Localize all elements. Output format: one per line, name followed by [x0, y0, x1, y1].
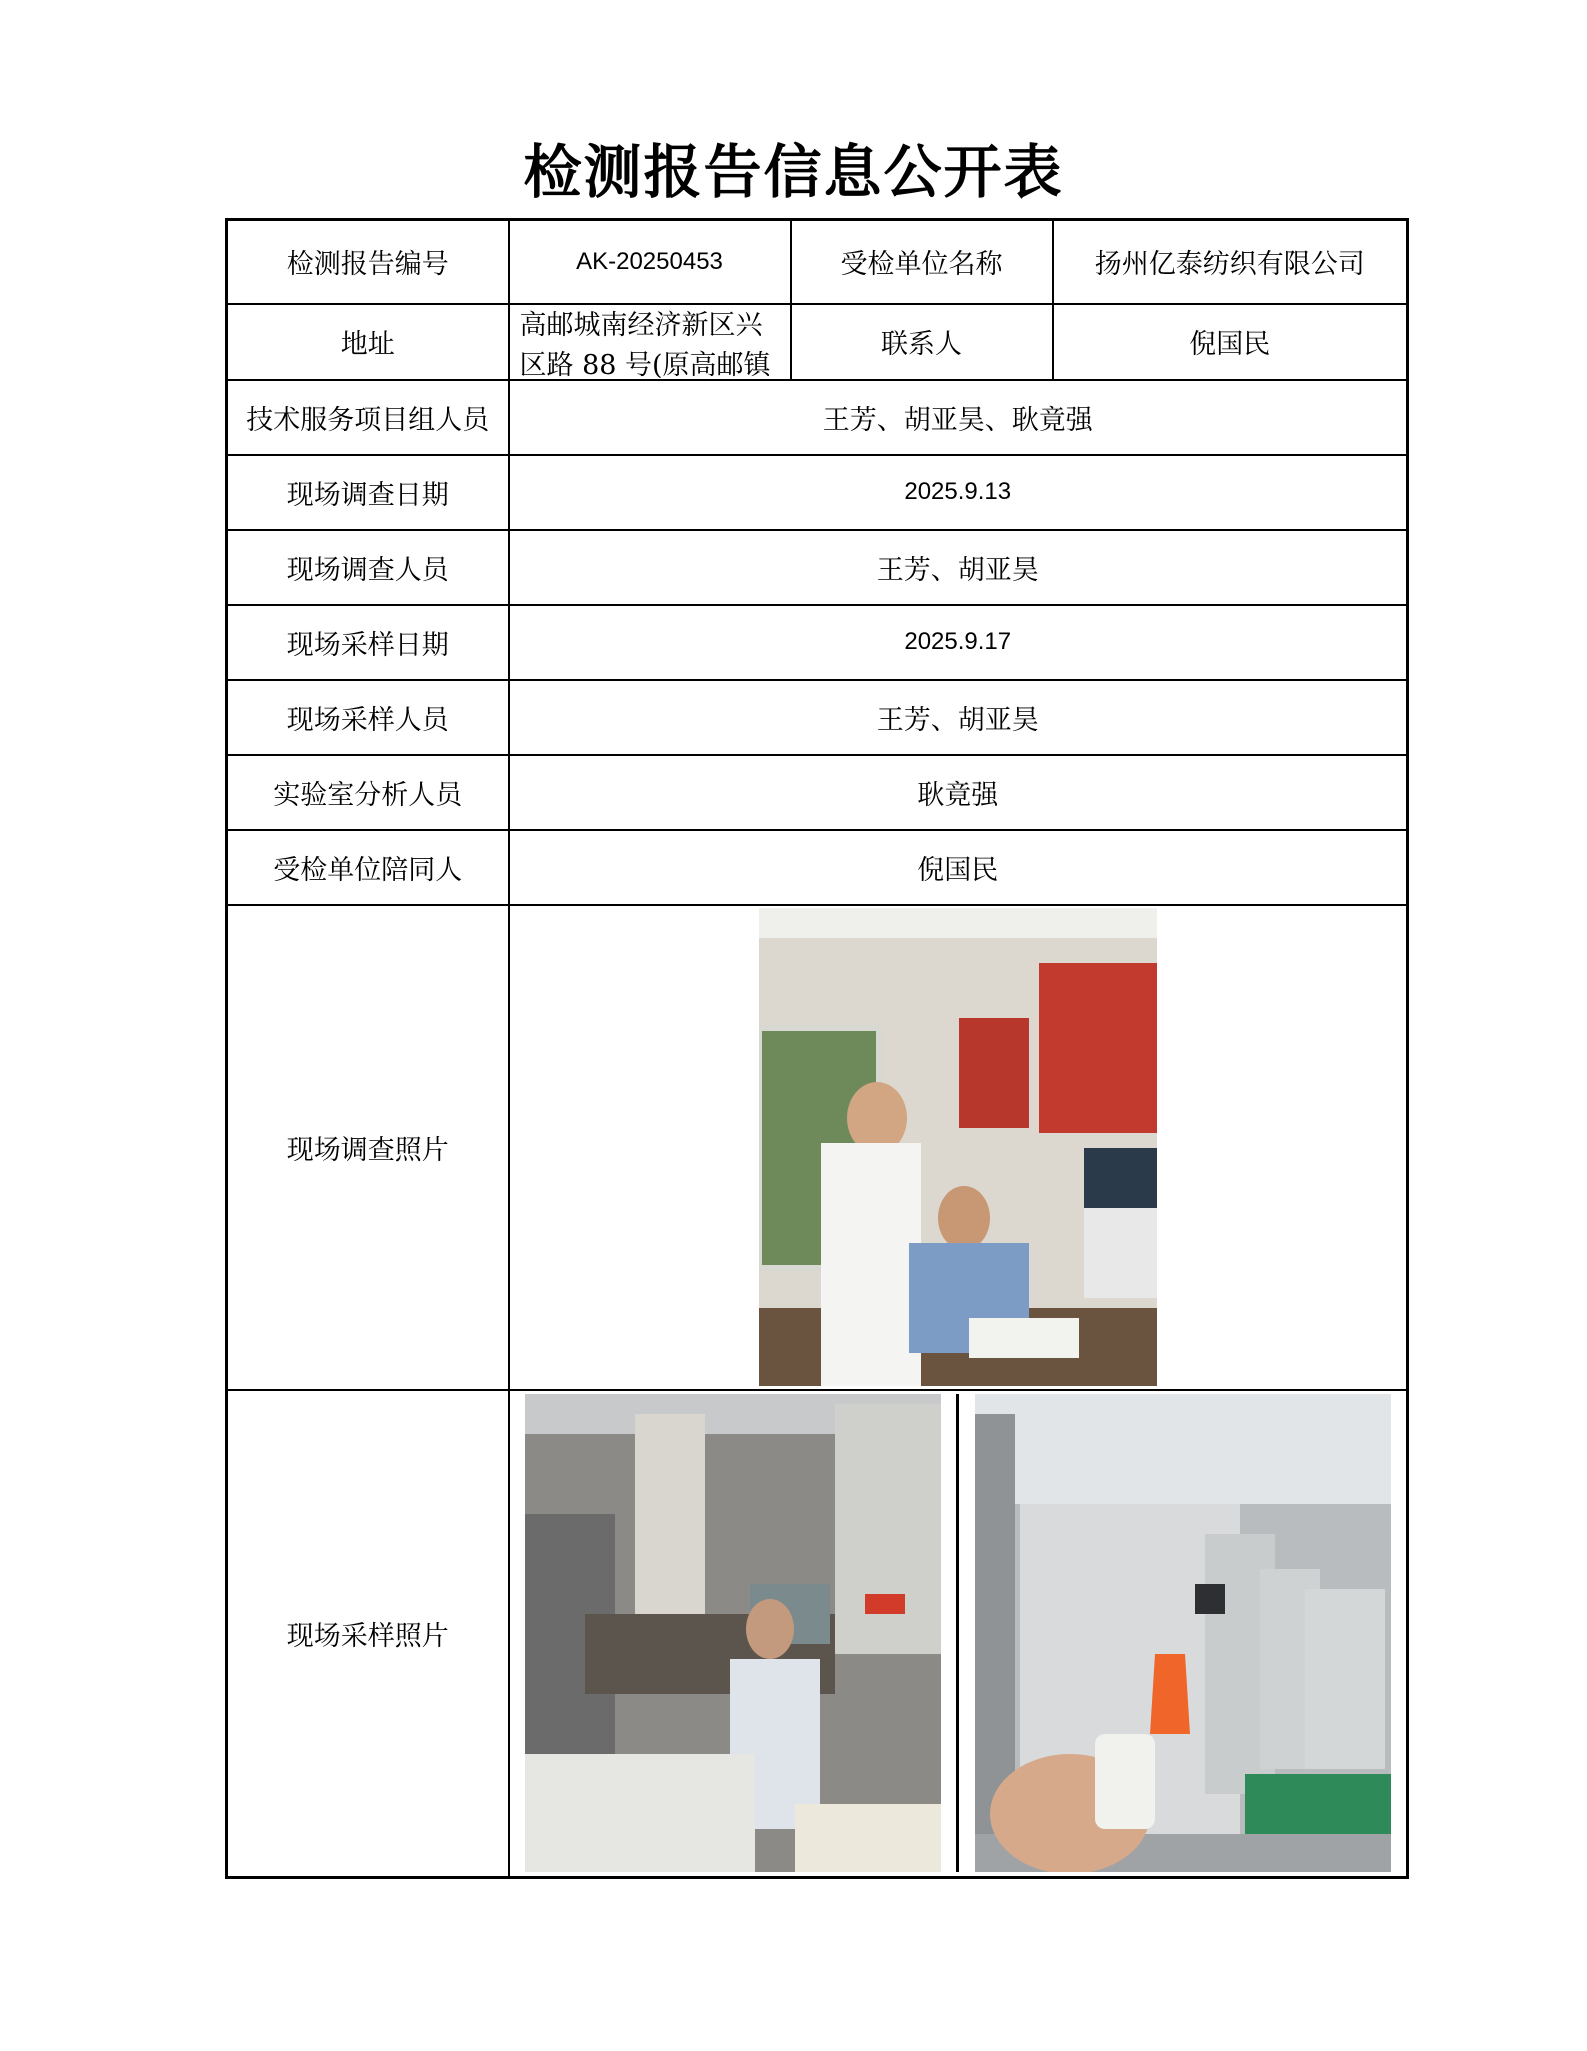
survey-photo-image [759, 908, 1157, 1386]
contact-value: 倪国民 [1053, 304, 1408, 380]
unit-name-value: 扬州亿泰纺织有限公司 [1053, 220, 1408, 304]
team-value: 王芳、胡亚昊、耿竟强 [509, 380, 1408, 455]
table-row [227, 304, 1408, 380]
sampling-photo-cell [509, 1390, 1408, 1878]
survey-photo-cell [509, 905, 1408, 1390]
report-no-label: 检测报告编号 [227, 220, 509, 304]
table-row [227, 380, 1408, 455]
lab-staff-label: 实验室分析人员 [227, 755, 509, 830]
survey-photo [759, 908, 1157, 1386]
sampling-staff-label: 现场采样人员 [227, 680, 509, 755]
survey-date-value: 2025.9.13 [509, 455, 1408, 530]
sampling-photo-1-image [525, 1394, 941, 1872]
sampling-staff-value: 王芳、胡亚昊 [509, 680, 1408, 755]
table-row [227, 605, 1408, 680]
sampling-date-value: 2025.9.17 [509, 605, 1408, 680]
escort-value: 倪国民 [509, 830, 1408, 905]
sampling-photo-2 [975, 1394, 1391, 1872]
table-row [227, 680, 1408, 755]
sampling-photo-label: 现场采样照片 [227, 1390, 509, 1878]
report-table [225, 218, 1409, 1879]
survey-photo-label: 现场调查照片 [227, 905, 509, 1390]
team-label: 技术服务项目组人员 [227, 380, 509, 455]
table-row [227, 905, 1408, 1390]
table-row [227, 530, 1408, 605]
sampling-photo-1 [525, 1394, 941, 1872]
report-no-value: AK-20250453 [509, 220, 791, 304]
table-row [227, 830, 1408, 905]
survey-staff-label: 现场调查人员 [227, 530, 509, 605]
unit-name-label: 受检单位名称 [791, 220, 1053, 304]
sampling-photo-2-image [975, 1394, 1391, 1872]
survey-date-label: 现场调查日期 [227, 455, 509, 530]
table-row [227, 455, 1408, 530]
survey-staff-value: 王芳、胡亚昊 [509, 530, 1408, 605]
table-row [227, 220, 1408, 304]
sampling-date-label: 现场采样日期 [227, 605, 509, 680]
escort-label: 受检单位陪同人 [227, 830, 509, 905]
sampling-photo-pair [510, 1394, 1407, 1872]
address-label: 地址 [227, 304, 509, 380]
contact-label: 联系人 [791, 304, 1053, 380]
table-row [227, 755, 1408, 830]
address-value: 高邮城南经济新区兴区路 88 号(原高邮镇 [519, 309, 771, 378]
table-row [227, 1390, 1408, 1878]
page-title: 检测报告信息公开表 [523, 138, 1064, 206]
lab-staff-value: 耿竟强 [509, 755, 1408, 830]
